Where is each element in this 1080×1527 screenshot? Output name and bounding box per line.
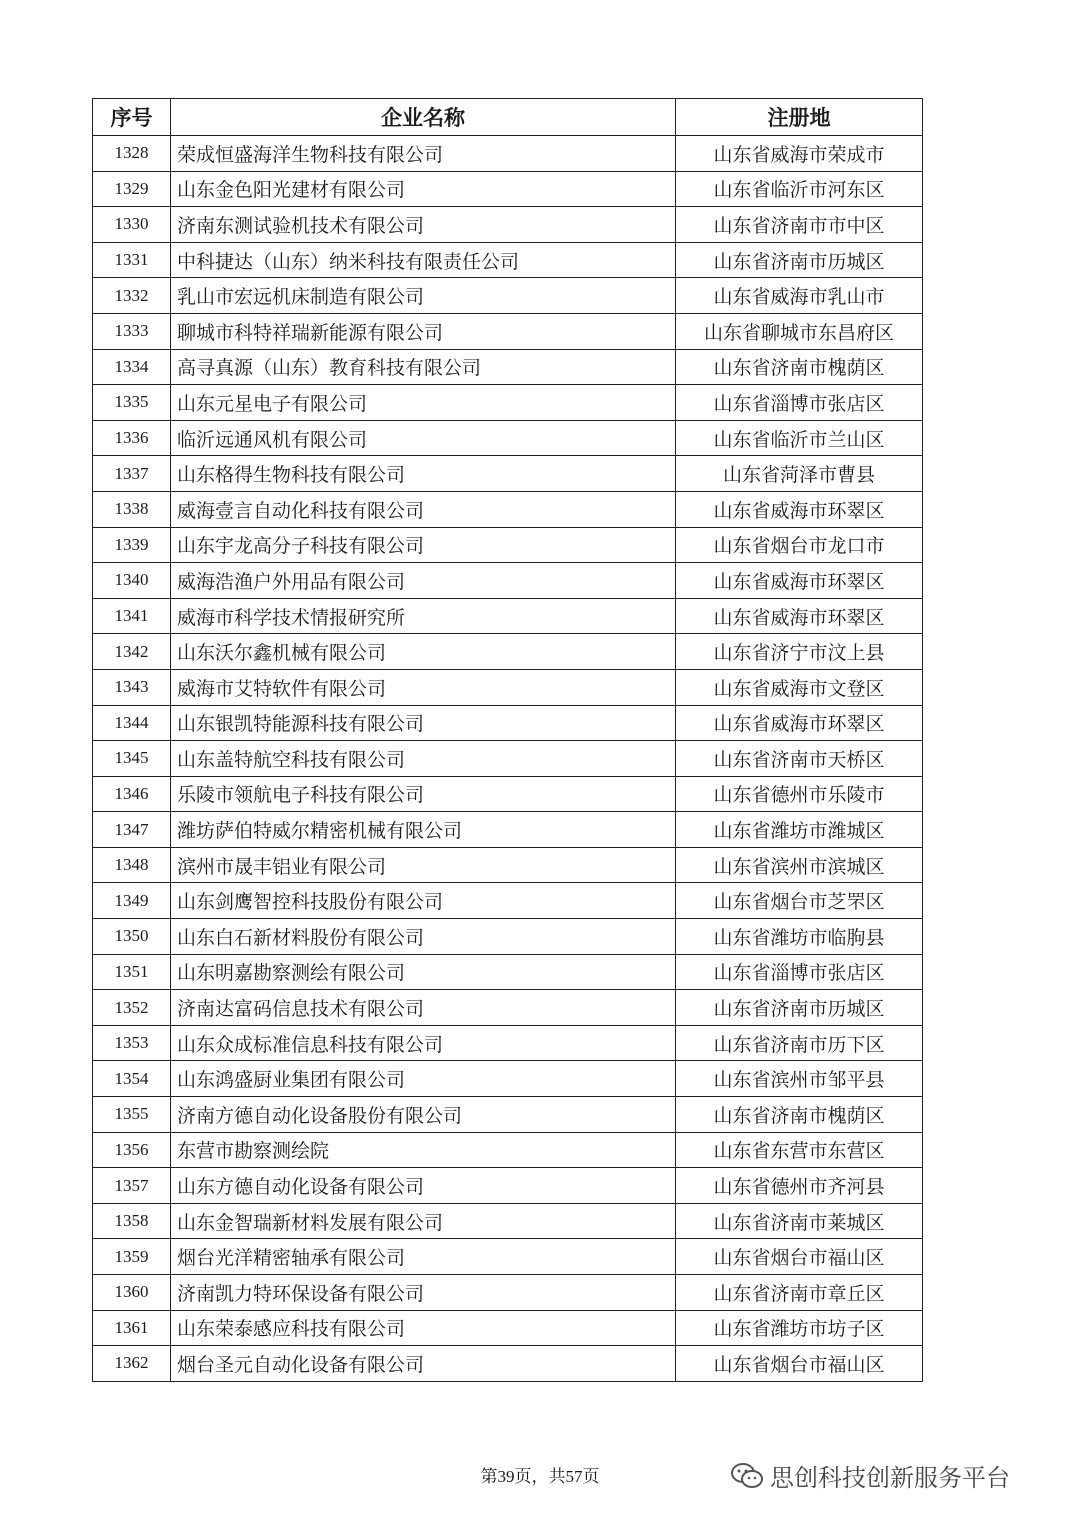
row-company-name: 高寻真源（山东）教育科技有限公司 (171, 349, 676, 385)
row-registered-location: 山东省威海市乳山市 (676, 278, 923, 314)
row-registered-location: 山东省烟台市芝罘区 (676, 883, 923, 919)
row-company-name: 山东银凯特能源科技有限公司 (171, 705, 676, 741)
row-company-name: 临沂远通风机有限公司 (171, 420, 676, 456)
row-company-name: 山东盖特航空科技有限公司 (171, 741, 676, 777)
row-serial: 1356 (93, 1132, 171, 1168)
row-serial: 1331 (93, 242, 171, 278)
table-row (93, 634, 923, 670)
row-serial: 1340 (93, 563, 171, 599)
table-row (93, 349, 923, 385)
row-serial: 1334 (93, 349, 171, 385)
row-serial: 1338 (93, 491, 171, 527)
table-row (93, 313, 923, 349)
table-row (93, 598, 923, 634)
row-registered-location: 山东省滨州市邹平县 (676, 1061, 923, 1097)
table-row (93, 919, 923, 955)
row-serial: 1349 (93, 883, 171, 919)
row-registered-location: 山东省滨州市滨城区 (676, 847, 923, 883)
row-company-name: 威海浩渔户外用品有限公司 (171, 563, 676, 599)
row-registered-location: 山东省德州市齐河县 (676, 1168, 923, 1204)
table-row (93, 847, 923, 883)
table-row (93, 990, 923, 1026)
header-serial: 序号 (93, 99, 171, 136)
row-registered-location: 山东省济南市历下区 (676, 1025, 923, 1061)
row-company-name: 东营市勘察测绘院 (171, 1132, 676, 1168)
row-registered-location: 山东省烟台市龙口市 (676, 527, 923, 563)
table-row (93, 741, 923, 777)
table-row (93, 1203, 923, 1239)
row-company-name: 山东白石新材料股份有限公司 (171, 919, 676, 955)
row-registered-location: 山东省烟台市福山区 (676, 1239, 923, 1275)
table-row (93, 1168, 923, 1204)
row-registered-location: 山东省威海市环翠区 (676, 491, 923, 527)
row-serial: 1328 (93, 136, 171, 172)
row-company-name: 山东金智瑞新材料发展有限公司 (171, 1203, 676, 1239)
row-company-name: 山东格得生物科技有限公司 (171, 456, 676, 492)
row-registered-location: 山东省济南市天桥区 (676, 741, 923, 777)
row-serial: 1348 (93, 847, 171, 883)
row-registered-location: 山东省威海市环翠区 (676, 563, 923, 599)
row-company-name: 山东鸿盛厨业集团有限公司 (171, 1061, 676, 1097)
row-serial: 1358 (93, 1203, 171, 1239)
row-registered-location: 山东省威海市环翠区 (676, 705, 923, 741)
row-company-name: 威海市科学技术情报研究所 (171, 598, 676, 634)
table-row (93, 1346, 923, 1382)
row-company-name: 山东宇龙高分子科技有限公司 (171, 527, 676, 563)
row-company-name: 山东荣泰感应科技有限公司 (171, 1310, 676, 1346)
row-serial: 1329 (93, 171, 171, 207)
row-company-name: 滨州市晟丰铝业有限公司 (171, 847, 676, 883)
header-registered-location: 注册地 (676, 99, 923, 136)
row-registered-location: 山东省临沂市河东区 (676, 171, 923, 207)
row-company-name: 威海壹言自动化科技有限公司 (171, 491, 676, 527)
table-row (93, 171, 923, 207)
row-registered-location: 山东省淄博市张店区 (676, 385, 923, 421)
row-serial: 1359 (93, 1239, 171, 1275)
row-serial: 1332 (93, 278, 171, 314)
table-row (93, 1097, 923, 1133)
company-table (92, 98, 923, 1382)
row-company-name: 山东明嘉勘察测绘有限公司 (171, 954, 676, 990)
row-serial: 1341 (93, 598, 171, 634)
row-company-name: 山东方德自动化设备有限公司 (171, 1168, 676, 1204)
table-row (93, 242, 923, 278)
row-company-name: 济南方德自动化设备股份有限公司 (171, 1097, 676, 1133)
row-company-name: 聊城市科特祥瑞新能源有限公司 (171, 313, 676, 349)
table-row (93, 1239, 923, 1275)
row-serial: 1347 (93, 812, 171, 848)
row-serial: 1342 (93, 634, 171, 670)
row-company-name: 中科捷达（山东）纳米科技有限责任公司 (171, 242, 676, 278)
row-registered-location: 山东省济南市槐荫区 (676, 1097, 923, 1133)
header-company-name: 企业名称 (171, 99, 676, 136)
row-serial: 1361 (93, 1310, 171, 1346)
table-row (93, 207, 923, 243)
table-row (93, 883, 923, 919)
row-serial: 1352 (93, 990, 171, 1026)
row-company-name: 乐陵市领航电子科技有限公司 (171, 776, 676, 812)
table-row (93, 1275, 923, 1311)
row-serial: 1330 (93, 207, 171, 243)
row-company-name: 威海市艾特软件有限公司 (171, 669, 676, 705)
row-registered-location: 山东省济南市历城区 (676, 990, 923, 1026)
wechat-icon (730, 1462, 764, 1490)
row-serial: 1346 (93, 776, 171, 812)
table-row (93, 491, 923, 527)
table-row (93, 812, 923, 848)
table-row (93, 1025, 923, 1061)
row-registered-location: 山东省威海市荣成市 (676, 136, 923, 172)
page-number: 第39页，共57页 (480, 1467, 600, 1486)
row-serial: 1357 (93, 1168, 171, 1204)
row-company-name: 山东金色阳光建材有限公司 (171, 171, 676, 207)
row-registered-location: 山东省潍坊市临朐县 (676, 919, 923, 955)
row-serial: 1360 (93, 1275, 171, 1311)
row-company-name: 烟台圣元自动化设备有限公司 (171, 1346, 676, 1382)
row-registered-location: 山东省聊城市东昌府区 (676, 313, 923, 349)
table-row (93, 527, 923, 563)
row-company-name: 乳山市宏远机床制造有限公司 (171, 278, 676, 314)
row-serial: 1333 (93, 313, 171, 349)
row-registered-location: 山东省济南市市中区 (676, 207, 923, 243)
table-row (93, 1061, 923, 1097)
table-row (93, 705, 923, 741)
row-serial: 1336 (93, 420, 171, 456)
table-row (93, 776, 923, 812)
table-row (93, 669, 923, 705)
row-registered-location: 山东省济宁市汶上县 (676, 634, 923, 670)
table-row (93, 136, 923, 172)
table-header-row (93, 99, 923, 136)
row-registered-location: 山东省烟台市福山区 (676, 1346, 923, 1382)
table-row (93, 563, 923, 599)
row-serial: 1343 (93, 669, 171, 705)
row-serial: 1353 (93, 1025, 171, 1061)
row-serial: 1344 (93, 705, 171, 741)
row-company-name: 山东元星电子有限公司 (171, 385, 676, 421)
table-row (93, 420, 923, 456)
table-row (93, 1310, 923, 1346)
watermark (730, 1458, 1010, 1493)
row-serial: 1339 (93, 527, 171, 563)
row-serial: 1337 (93, 456, 171, 492)
row-registered-location: 山东省济南市章丘区 (676, 1275, 923, 1311)
row-registered-location: 山东省济南市历城区 (676, 242, 923, 278)
row-serial: 1362 (93, 1346, 171, 1382)
row-registered-location: 山东省济南市莱城区 (676, 1203, 923, 1239)
row-registered-location: 山东省潍坊市潍城区 (676, 812, 923, 848)
table-row (93, 1132, 923, 1168)
row-serial: 1350 (93, 919, 171, 955)
row-company-name: 济南达富码信息技术有限公司 (171, 990, 676, 1026)
row-serial: 1355 (93, 1097, 171, 1133)
row-company-name: 荣成恒盛海洋生物科技有限公司 (171, 136, 676, 172)
table-row (93, 954, 923, 990)
row-registered-location: 山东省东营市东营区 (676, 1132, 923, 1168)
table-row (93, 456, 923, 492)
row-serial: 1354 (93, 1061, 171, 1097)
row-registered-location: 山东省临沂市兰山区 (676, 420, 923, 456)
row-registered-location: 山东省德州市乐陵市 (676, 776, 923, 812)
watermark-text: 思创科技创新服务平台 (770, 1464, 1010, 1492)
row-company-name: 济南凯力特环保设备有限公司 (171, 1275, 676, 1311)
row-registered-location: 山东省菏泽市曹县 (676, 456, 923, 492)
table-body (93, 136, 923, 1382)
row-serial: 1351 (93, 954, 171, 990)
row-serial: 1335 (93, 385, 171, 421)
row-serial: 1345 (93, 741, 171, 777)
row-company-name: 山东剑鹰智控科技股份有限公司 (171, 883, 676, 919)
row-company-name: 济南东测试验机技术有限公司 (171, 207, 676, 243)
row-registered-location: 山东省潍坊市坊子区 (676, 1310, 923, 1346)
row-registered-location: 山东省威海市环翠区 (676, 598, 923, 634)
table-row (93, 385, 923, 421)
row-registered-location: 山东省威海市文登区 (676, 669, 923, 705)
table-row (93, 278, 923, 314)
company-table-container (92, 98, 922, 1382)
row-company-name: 山东众成标准信息科技有限公司 (171, 1025, 676, 1061)
row-company-name: 潍坊萨伯特威尔精密机械有限公司 (171, 812, 676, 848)
row-company-name: 烟台光洋精密轴承有限公司 (171, 1239, 676, 1275)
row-company-name: 山东沃尔鑫机械有限公司 (171, 634, 676, 670)
row-registered-location: 山东省济南市槐荫区 (676, 349, 923, 385)
row-registered-location: 山东省淄博市张店区 (676, 954, 923, 990)
